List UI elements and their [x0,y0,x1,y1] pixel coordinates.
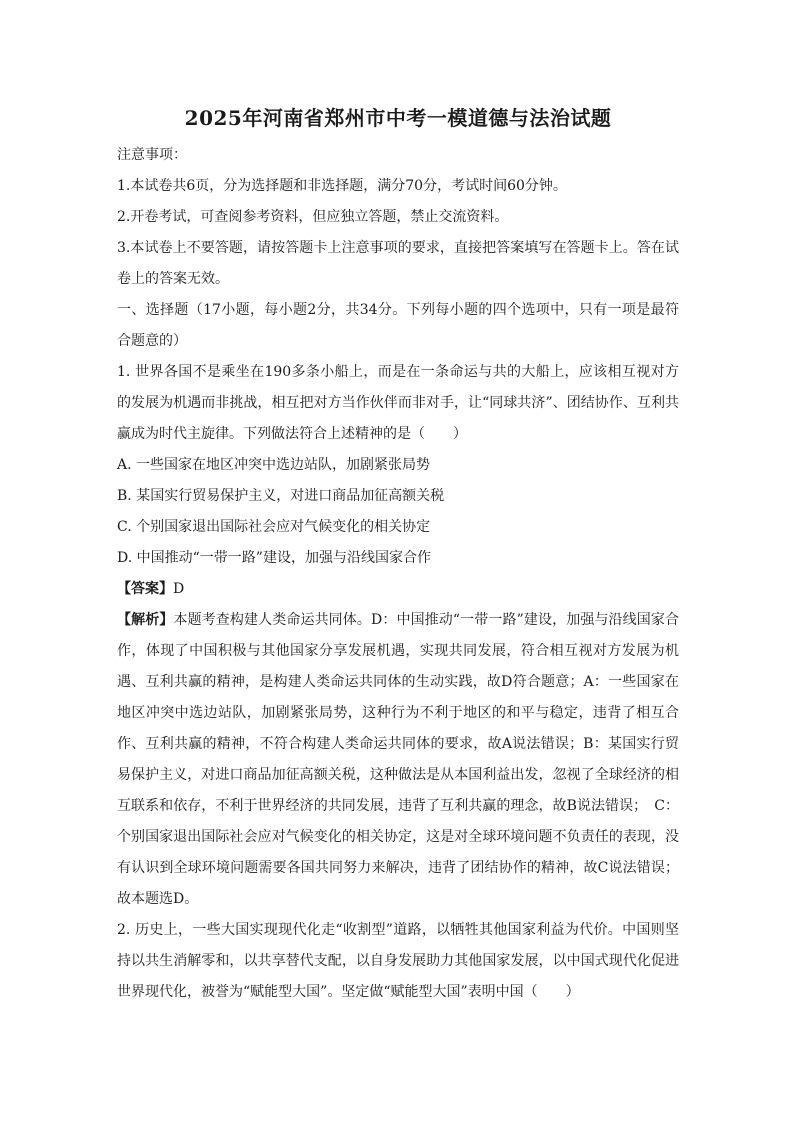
question-1-option-d: D. 中国推动“一带一路”建设，加强与沿线国家合作 [117,550,431,566]
question-1-analysis [117,605,679,915]
question-1-option-b: B. 某国实行贸易保护主义，对进口商品加征高额关税 [117,488,445,504]
answer-value: D [173,581,185,597]
notice-heading: 注意事项： [117,147,187,163]
notice-item-3: 3.本试卷上不要答题，请按答题卡上注意事项的要求，直接把答案填写在答题卡上。答在试卷上的答案无效。 [117,240,679,287]
page-title: 2025年河南省郑州市中考一模道德与法治试题 [184,106,612,130]
question-1-option-c: C. 个别国家退出国际社会应对气候变化的相关协定 [117,519,431,535]
analysis-text: 本题考查构建人类命运共同体。D：中国推动“一带一路”建设，加强与沿线国家合作，体现了中国积极与其他国家分享发展机遇，实现共同发展，符合相互视对方发展为机遇、互利共赢的精神，是构建人类命运共同体的生动实践，故D符合题意；A：一些国家在地区冲突中选边站队，加剧紧张局势，这种行为不利于地区的和平与稳定，违背了相互合作、互利共赢的精神，不符合构建人类命运共同体的要求，故A说法错误；B：某国实行贸易保护主义，对进口商品加征高额关税，这种做法是从本国利益出发，忽视了全球经济的相互联系和依存，不利于世界经济的共同发展，违背了互利共赢的理念，故B说法错误； C：个别国家退出国际社会应对气候变化的相关协定，这是对全球环境问题不负责任的表现，没有认识到全球环境问题需要各国共同努力来解决，违背了团结协作的精神，故C说法错误；故本题选D。 [117,612,679,907]
section-heading: 一、选择题（17小题，每小题2分，共34分。下列每小题的四个选项中，只有一项是最符合题意的） [117,302,679,349]
notice-item-2: 2.开卷考试，可查阅参考资料，但应独立答题，禁止交流资料。 [117,209,509,225]
analysis-tag: 【解析】 [117,612,174,628]
question-2-stem: 2. 历史上，一些大国实现现代化走“收割型”道路，以牺牲其他国家利益为代价。中国则坚持以共生消解零和，以共享替代支配，以自身发展助力其他国家发展，以中国式现代化促进世界现代化，被誉为“赋能型大国”。坚定做“赋能型大国”表明中国（ ） [117,922,679,1000]
question-1-option-a: A. 一些国家在地区冲突中选边站队，加剧紧张局势 [117,457,431,473]
question-1-answer [117,574,679,605]
notice-item-1: 1.本试卷共6页，分为选择题和非选择题，满分70分，考试时间60分钟。 [117,178,567,194]
answer-tag: 【答案】 [117,581,173,597]
question-1-stem: 1. 世界各国不是乘坐在190多条小船上，而是在一条命运与共的大船上，应该相互视对方的发展为机遇而非挑战，相互把对方当作伙伴而非对手，让“同球共济”、团结协作、互利共赢成为时代主旋律。下列做法符合上述精神的是（ ） [117,364,679,442]
document-page [117,104,679,1008]
